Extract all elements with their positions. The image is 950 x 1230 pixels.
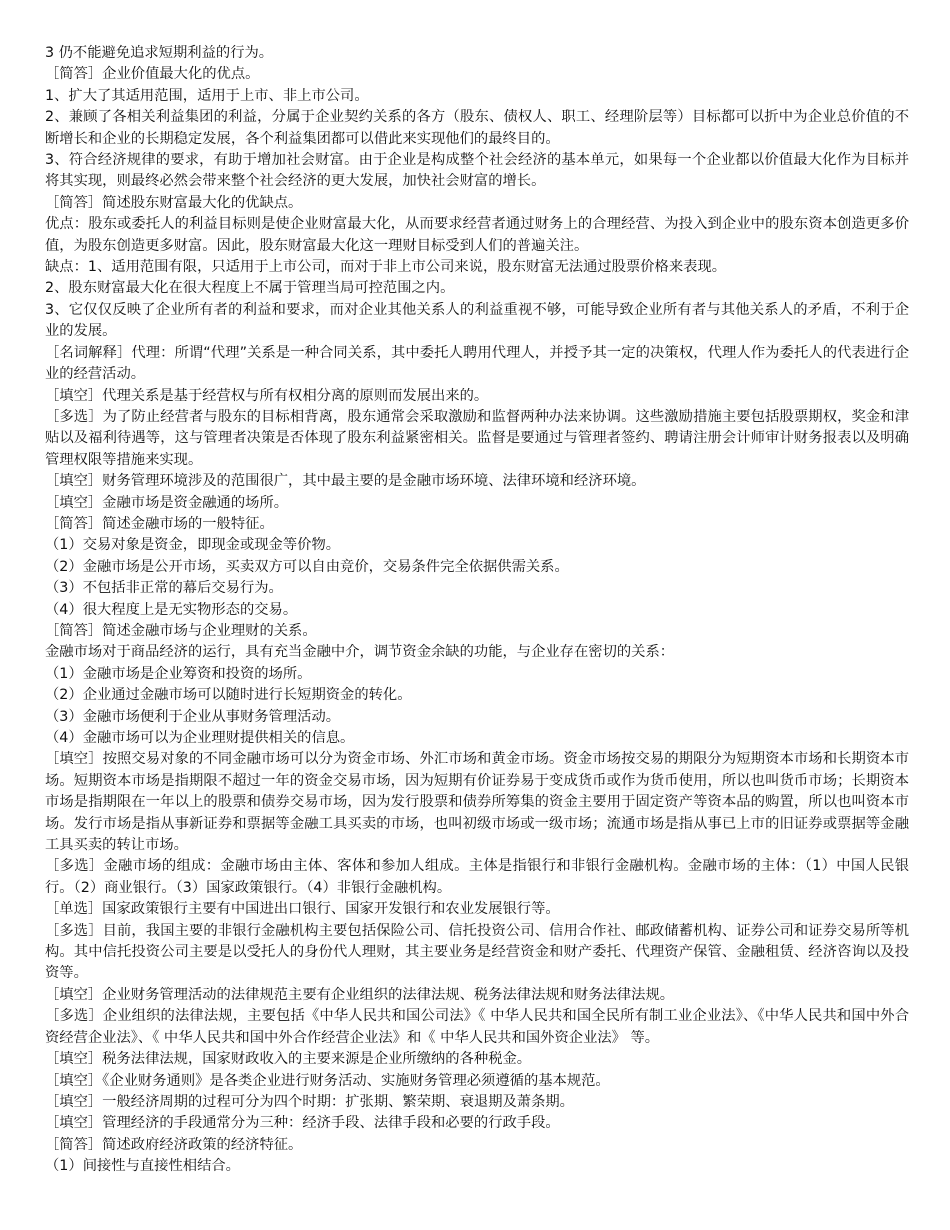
paragraph: ［简答］简述政府经济政策的经济特征。 [45, 1136, 303, 1153]
paragraph: 2、兼顾了各相关利益集团的利益，分属于企业契约关系的各方（股东、债权人、职工、经理阶层等）目标都可以折中为企业总价值的不断增长和企业的长期稳定发展，各个利益集团都可以借此来实现他们的最终目的。 [45, 109, 909, 147]
paragraph: ［多选］为了防止经营者与股东的目标相背离，股东通常会采取激励和监督两种办法来协调。这些激励措施主要包括股票期权，奖金和津贴以及福利待遇等，这与管理者决策是否体现了股东利益紧密相关。监督是要通过与管理者签约、聘请注册会计师审计财务报表以及明确管理权限等措施来实现。 [45, 408, 909, 468]
paragraph: ［填空］企业财务管理活动的法律规范主要有企业组织的法律法规、税务法律法规和财务法律法规。 [45, 986, 675, 1003]
paragraph: （1）交易对象是资金，即现金或现金等价物。 [45, 537, 341, 554]
paragraph: ［名词解释］代理：所谓“代理”关系是一种合同关系，其中委托人聘用代理人，并授予其一定的决策权，代理人作为委托人的代表进行企业的经营活动。 [45, 344, 909, 383]
paragraph: （4）很大程度上是无实物形态的交易。 [45, 601, 298, 618]
paragraph: 缺点：1、适用范围有限，只适用于上市公司，而对于非上市公司来说，股东财富无法通过股票价格来表现。 [45, 259, 727, 276]
paragraph: ［填空］《企业财务通则》是各类企业进行财务活动、实施财务管理必须遵循的基本规范。 [45, 1072, 610, 1089]
paragraph: 3、它仅仅反映了企业所有者的利益和要求，而对企业其他关系人的利益重视不够，可能导致企业所有者与其他关系人的矛盾，不利于企业的发展。 [45, 301, 909, 340]
paragraph: 优点：股东或委托人的利益目标则是使企业财富最大化，从而要求经营者通过财务上的合理经营、为投入到企业中的股东资本创造更多价值，为股东创造更多财富。因此，股东财富最大化这一理财目标受到人们的普遍关注。 [45, 216, 909, 254]
paragraph: ［填空］按照交易对象的不同金融市场可以分为资金市场、外汇市场和黄金市场。资金市场按交易的期限分为短期资本市场和长期资本市场。短期资本市场是指期限不超过一年的资金交易市场，因为短期有价证券易于变成货币或作为货币使用，所以也叫货币市场；长期资本市场是指期限在一年以上的股票和债券交易市场，因为发行股票和债券所筹集的资金主要用于固定资产等资本品的购置，所以也叫资本市场。发行市场是指从事新证券和票据等金融工具买卖的市场，也叫初级市场或一级市场；流通市场是指从事已上市的旧证券或票据等金融工具买卖的转让市场。 [45, 751, 909, 854]
paragraph: ［简答］简述金融市场与企业理财的关系。 [45, 622, 317, 639]
paragraph: ［填空］一般经济周期的过程可分为四个时期：扩张期、繁荣期、衰退期及萧条期。 [45, 1093, 574, 1110]
paragraph: （2）企业通过金融市场可以随时进行长短期资金的转化。 [45, 687, 412, 704]
paragraph: ［填空］税务法律法规，国家财政收入的主要来源是企业所缴纳的各种税金。 [45, 1051, 532, 1068]
paragraph: ［单选］国家政策银行主要有中国进出口银行、国家开发银行和农业发展银行等。 [45, 901, 560, 918]
paragraph: 金融市场对于商品经济的运行，具有充当金融中介，调节资金余缺的功能，与企业存在密切的关系： [45, 644, 675, 661]
paragraph: （1）间接性与直接性相结合。 [45, 1158, 240, 1175]
paragraph: （3）不包括非正常的幕后交易行为。 [45, 580, 283, 597]
paragraph: ［多选］金融市场的组成：金融市场由主体、客体和参加人组成。主体是指银行和非银行金融机构。金融市场的主体：（1）中国人民银行。（2）商业银行。（3）国家政策银行。（4）非银行金融机构。 [45, 858, 909, 896]
paragraph: （2）金融市场是公开市场，买卖双方可以自由竞价，交易条件完全依据供需关系。 [45, 558, 569, 575]
paragraph: ［多选］目前，我国主要的非银行金融机构主要包括保险公司、信托投资公司、信用合作社、邮政储蓄机构、证券公司和证券交易所等机构。其中信托投资公司主要是以受托人的身份代人理财，其主要业务是经营资金和财产委托、代理资产保管、金融租赁、经济咨询以及投资等。 [45, 922, 909, 982]
paragraph: ［填空］代理关系是基于经营权与所有权相分离的原则而发展出来的。 [45, 387, 489, 404]
paragraph: （3）金融市场便利于企业从事财务管理活动。 [45, 708, 341, 725]
paragraph: ［填空］管理经济的手段通常分为三种：经济手段、法律手段和必要的行政手段。 [45, 1115, 560, 1132]
paragraph: ［简答］简述金融市场的一般特征。 [45, 515, 274, 532]
paragraph: 1、扩大了其适用范围，适用于上市、非上市公司。 [45, 87, 369, 104]
paragraph: ［简答］简述股东财富最大化的优缺点。 [45, 194, 303, 211]
document-body [45, 43, 909, 1178]
paragraph: （4）金融市场可以为企业理财提供相关的信息。 [45, 730, 355, 746]
paragraph: 2、股东财富最大化在很大程度上不属于管理当局可控范围之内。 [45, 280, 455, 297]
paragraph: （1）金融市场是企业筹资和投资的场所。 [45, 665, 312, 682]
paragraph: ［简答］企业价值最大化的优点。 [45, 66, 260, 83]
paragraph: ［多选］企业组织的法律法规，主要包括《中华人民共和国公司法》《 中华人民共和国全民所有制工业企业法》、《中华人民共和国中外合资经营企业法》、《 中华人民共和国中外合作经营企业法》和《 中华人民共和国外资企业法》 等。 [45, 1008, 909, 1046]
paragraph: ［填空］财务管理环境涉及的范围很广，其中最主要的是金融市场环境、法律环境和经济环境。 [45, 473, 646, 490]
paragraph: ［填空］金融市场是资金融通的场所。 [45, 494, 289, 511]
paragraph: 3 仍不能避免追求短期利益的行为。 [45, 45, 274, 61]
paragraph: 3、符合经济规律的要求，有助于增加社会财富。由于企业是构成整个社会经济的基本单元，如果每一个企业都以价值最大化作为目标并将其实现，则最终必然会带来整个社会经济的更大发展，加快社会财富的增长。 [45, 152, 909, 190]
